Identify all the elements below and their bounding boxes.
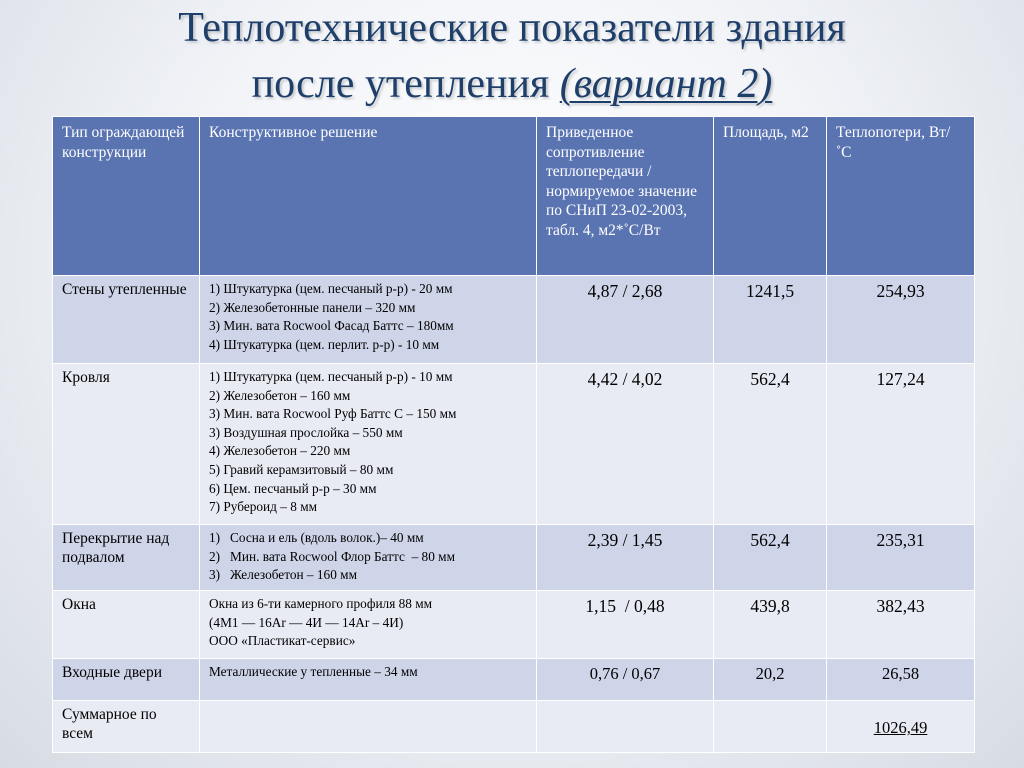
- row-type: Входные двери: [53, 659, 200, 701]
- title-variant: (вариант 2): [559, 61, 773, 107]
- header-type: Тип ограждающей конструкции: [53, 117, 200, 276]
- table-row: [53, 276, 975, 364]
- table-row: [53, 525, 975, 591]
- row-resistance: 4,87 / 2,68: [537, 276, 714, 364]
- row-loss: [827, 701, 975, 753]
- title-line-1: Теплотехнические показатели здания: [178, 5, 846, 51]
- construction-line: 3) Мин. вата Rocwool Фасад Баттс – 180мм: [209, 318, 454, 334]
- construction-line: 1) Штукатурка (цем. песчаный р-р) - 20 мм: [209, 281, 453, 296]
- row-area: 562,4: [714, 364, 827, 525]
- row-loss: 235,31: [827, 525, 975, 591]
- construction-line: 6) Цем. песчаный р-р – 30 мм: [209, 480, 377, 496]
- row-loss: 254,93: [827, 276, 975, 364]
- construction-line: 2) Мин. вата Rocwool Флор Баттс – 80 мм: [209, 548, 455, 564]
- title-line-2: [0, 56, 1024, 112]
- construction-line: 2) Железобетон – 160 мм: [209, 387, 351, 403]
- title-line-2-text: после утепления: [251, 61, 550, 107]
- row-resistance: 4,42 / 4,02: [537, 364, 714, 525]
- row-type: Окна: [53, 591, 200, 659]
- header-construction: Конструктивное решение: [200, 117, 537, 276]
- table-row: [53, 701, 975, 753]
- row-type: Перекрытие над подвалом: [53, 525, 200, 591]
- row-resistance: 1,15 / 0,48: [537, 591, 714, 659]
- row-type: Стены утепленные: [53, 276, 200, 364]
- row-loss: 127,24: [827, 364, 975, 525]
- construction-line: Металлические у тепленные – 34 мм: [209, 664, 418, 679]
- construction-line: ООО «Пластикат-сервис»: [209, 633, 356, 649]
- header-area: Площадь, м2: [714, 117, 827, 276]
- row-construction: [200, 591, 537, 659]
- construction-line: Окна из 6-ти камерного профиля 88 мм: [209, 596, 433, 611]
- construction-line: 7) Рубероид – 8 мм: [209, 499, 318, 515]
- construction-line: 4) Штукатурка (цем. перлит. р-р) - 10 мм: [209, 336, 440, 352]
- row-area: 562,4: [714, 525, 827, 591]
- construction-line: 3) Мин. вата Rocwool Руф Баттс С – 150 мм: [209, 406, 457, 422]
- table-header-row: [53, 117, 975, 276]
- row-construction: [200, 364, 537, 525]
- construction-line: 1) Сосна и ель (вдоль волок.)– 40 мм: [209, 530, 424, 545]
- row-area: 20,2: [714, 659, 827, 701]
- row-construction: [200, 276, 537, 364]
- row-area: 1241,5: [714, 276, 827, 364]
- row-area: 439,8: [714, 591, 827, 659]
- construction-line: 3) Железобетон – 160 мм: [209, 567, 357, 583]
- row-area: [714, 701, 827, 753]
- row-construction: [200, 701, 537, 753]
- construction-line: 3) Воздушная прослойка – 550 мм: [209, 424, 403, 440]
- total-loss-value: 1026,49: [873, 718, 928, 737]
- row-construction: [200, 525, 537, 591]
- table-row: [53, 591, 975, 659]
- thermal-table: [52, 116, 975, 753]
- row-type: Суммарное по всем: [53, 701, 200, 753]
- construction-line: 4) Железобетон – 220 мм: [209, 443, 351, 459]
- header-loss: Теплопотери, Вт/˚С: [827, 117, 975, 276]
- construction-line: (4М1 — 16Ar — 4И — 14Ar – 4И): [209, 614, 404, 630]
- row-type: Кровля: [53, 364, 200, 525]
- table-row: [53, 364, 975, 525]
- row-loss: 26,58: [827, 659, 975, 701]
- row-loss: 382,43: [827, 591, 975, 659]
- table-row: [53, 659, 975, 701]
- construction-line: 1) Штукатурка (цем. песчаный р-р) - 10 мм: [209, 369, 453, 384]
- header-resistance: Приведенное сопротивление теплопередачи / нормируемое значение по СНиП 23-02-2003, табл. 4, м2*˚С/Вт: [537, 117, 714, 276]
- construction-line: 5) Гравий керамзитовый – 80 мм: [209, 461, 394, 477]
- slide-title: [0, 0, 1024, 112]
- construction-line: 2) Железобетонные панели – 320 мм: [209, 299, 416, 315]
- row-resistance: [537, 701, 714, 753]
- row-resistance: 0,76 / 0,67: [537, 659, 714, 701]
- row-construction: [200, 659, 537, 701]
- row-resistance: 2,39 / 1,45: [537, 525, 714, 591]
